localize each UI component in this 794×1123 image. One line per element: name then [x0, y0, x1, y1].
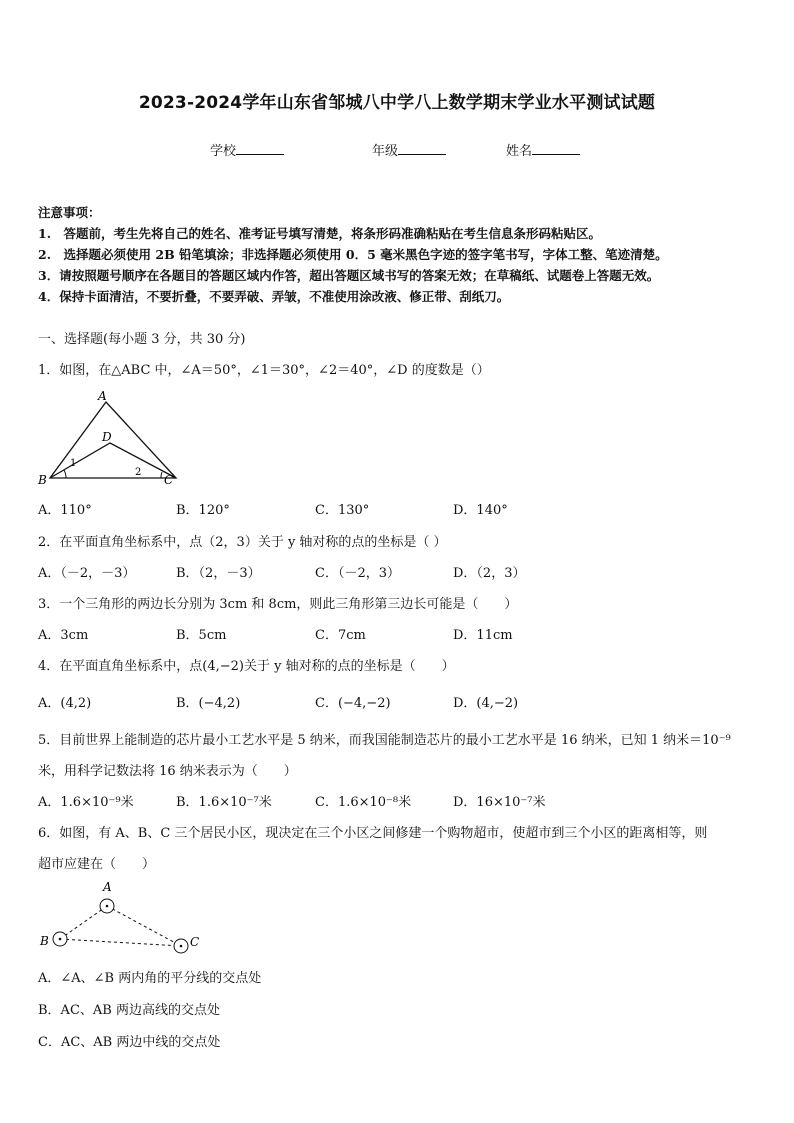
- notice-item: 3．请按照题号顺序在各题目的答题区域内作答，超出答题区域书写的答案无效；在草稿纸、试题卷上答题无效。: [38, 268, 660, 283]
- q3-option-c[interactable]: C．7cm: [315, 628, 366, 643]
- q3-option-b[interactable]: B．5cm: [176, 628, 227, 643]
- label-angle-2: 2: [135, 467, 142, 478]
- angle-1-arc: [64, 470, 66, 478]
- dashed-ab: [60, 906, 107, 939]
- question-6-stem-line-2: 超市应建在（ ）: [38, 857, 156, 872]
- page-title: 2023-2024学年山东省邹城八中学八上数学期末学业水平测试试题: [138, 93, 656, 113]
- segments-bd-dc: [50, 443, 176, 478]
- q1-option-c[interactable]: C．130°: [315, 503, 370, 518]
- q2-option-d[interactable]: D．（2，3）: [453, 566, 526, 581]
- q4-option-a[interactable]: A．(4,2): [38, 696, 92, 711]
- question-5-stem-line-1: 5．目前世界上能制造的芯片最小工艺水平是 5 纳米，而我国能制造芯片的最小工艺水平是 16 纳米，已知 1 纳米＝10⁻⁹: [38, 733, 731, 748]
- angle-2-arc: [161, 472, 162, 478]
- notice-heading: 注意事项：: [38, 205, 101, 220]
- label-c: C: [190, 935, 200, 949]
- triangle-abc-figure: [36, 388, 186, 488]
- school-label: 学校: [210, 144, 237, 159]
- area-c-dot: [180, 945, 183, 948]
- grade-field: [372, 140, 446, 159]
- label-c: C: [164, 473, 174, 487]
- label-a: A: [103, 880, 112, 894]
- name-label: 姓名: [506, 144, 533, 159]
- q6-option-c[interactable]: C．AC、AB 两边中线的交点处: [38, 1035, 221, 1050]
- q6-option-a[interactable]: A．∠A、∠B 两内角的平分线的交点处: [38, 971, 262, 986]
- question-4-stem: 4．在平面直角坐标系中，点(4,−2)关于 y 轴对称的点的坐标是（ ）: [38, 659, 455, 674]
- area-b-dot: [59, 938, 62, 941]
- question-1-stem: 1．如图，在△ABC 中，∠A＝50°，∠1＝30°，∠2＝40°，∠D 的度数是（）: [38, 363, 490, 378]
- q6-option-b[interactable]: B．AC、AB 两边高线的交点处: [38, 1003, 220, 1018]
- grade-blank: [398, 142, 446, 155]
- label-angle-1: 1: [70, 458, 77, 469]
- dashed-bc: [60, 939, 181, 946]
- q2-option-a[interactable]: A．（－2，－3）: [38, 566, 136, 581]
- area-a-dot: [106, 905, 109, 908]
- name-field: [506, 140, 580, 159]
- label-b: B: [38, 473, 47, 487]
- question-3-stem: 3．一个三角形的两边长分别为 3cm 和 8cm，则此三角形第三边长可能是（ ）: [38, 597, 518, 612]
- q4-option-d[interactable]: D．(4,−2): [453, 696, 519, 711]
- school-blank: [236, 142, 284, 155]
- grade-label: 年级: [372, 144, 399, 159]
- q5-option-d[interactable]: D．16×10⁻⁷米: [453, 795, 546, 810]
- q5-option-b[interactable]: B．1.6×10⁻⁷米: [176, 795, 272, 810]
- question-2-stem: 2．在平面直角坐标系中，点（2，3）关于 y 轴对称的点的坐标是（ ）: [38, 535, 447, 550]
- residential-areas-figure: [36, 878, 206, 956]
- q3-option-a[interactable]: A．3cm: [38, 628, 89, 643]
- dashed-ac: [107, 906, 181, 946]
- q2-option-c[interactable]: C．（－2，3）: [315, 566, 400, 581]
- label-a: A: [98, 389, 107, 403]
- section-heading: 一、选择题(每小题 3 分，共 30 分): [38, 332, 246, 347]
- label-d: D: [102, 430, 112, 444]
- notice-item: 4．保持卡面清洁，不要折叠，不要弄破、弄皱，不准使用涂改液、修正带、刮纸刀。: [38, 289, 510, 304]
- q5-option-c[interactable]: C．1.6×10⁻⁸米: [315, 795, 412, 810]
- q5-option-a[interactable]: A．1.6×10⁻⁹米: [38, 795, 134, 810]
- q1-option-b[interactable]: B．120°: [176, 503, 230, 518]
- q3-option-d[interactable]: D．11cm: [453, 628, 513, 643]
- q4-option-c[interactable]: C．(−4,−2): [315, 696, 391, 711]
- q1-option-d[interactable]: D．140°: [453, 503, 508, 518]
- notice-item: 2. 选择题必须使用 2B 铅笔填涂；非选择题必须使用 0．5 毫米黑色字迹的签字笔书写，字体工整、笔迹清楚。: [38, 247, 668, 262]
- q1-option-a[interactable]: A．110°: [38, 503, 92, 518]
- school-field: [210, 140, 284, 159]
- name-blank: [532, 142, 580, 155]
- label-b: B: [40, 934, 49, 948]
- q4-option-b[interactable]: B．(−4,2): [176, 696, 241, 711]
- question-6-stem-line-1: 6．如图，有 A、B、C 三个居民小区，现决定在三个小区之间修建一个购物超市，使超市到三个小区的距离相等，则: [38, 826, 708, 841]
- notice-item: 1. 答题前，考生先将自己的姓名、准考证号填写清楚，将条形码准确粘贴在考生信息条形码粘贴区。: [38, 226, 602, 241]
- question-5-stem-line-2: 米，用科学记数法将 16 纳米表示为（ ）: [38, 764, 297, 779]
- q2-option-b[interactable]: B．（2，－3）: [176, 566, 261, 581]
